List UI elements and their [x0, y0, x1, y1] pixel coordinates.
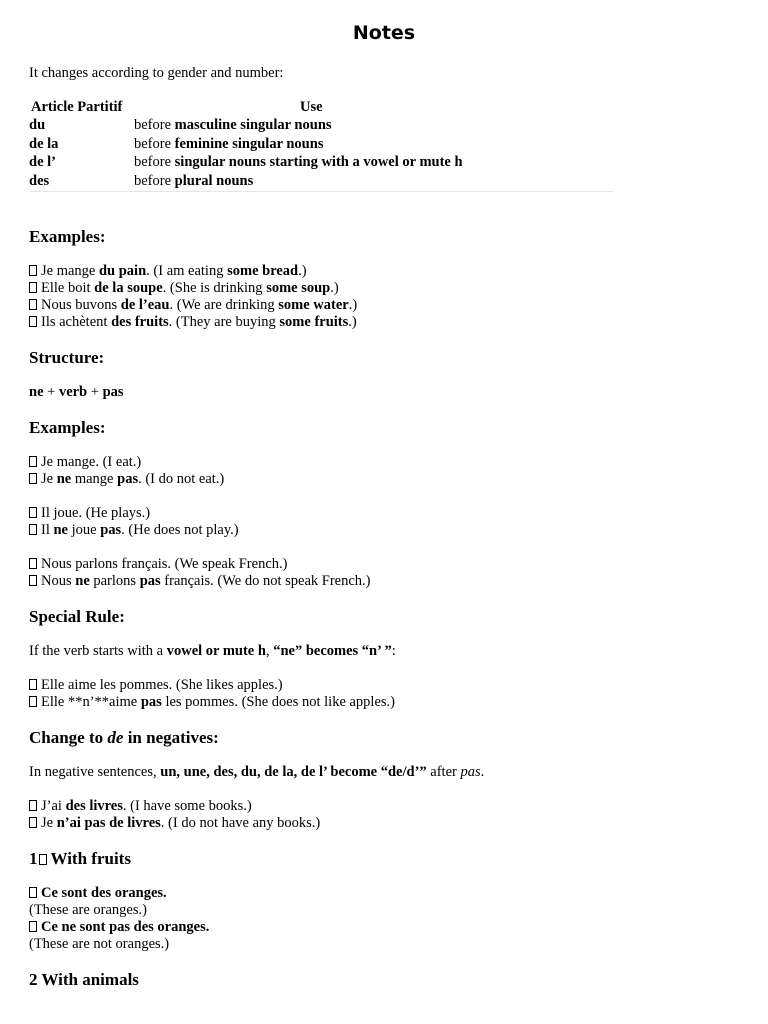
missing-glyph-icon: [39, 854, 47, 865]
table-row: [29, 172, 613, 191]
list-item: Je n’ai pas de livres. (I do not have any books.): [29, 815, 320, 832]
list-item: Je ne mange pas. (I do not eat.): [29, 471, 224, 488]
use-bold: plural nouns: [174, 172, 254, 189]
special-rule-text: If the verb starts with a vowel or mute h, “ne” becomes “n’ ”:: [29, 643, 396, 659]
change-heading: Change to de in negatives:: [29, 728, 219, 747]
change-rule-text: In negative sentences, un, une, des, du, de la, de l’ become “de/d’” after pas.: [29, 764, 485, 780]
list-item: Nous buvons de l’eau. (We are drinking some water.): [29, 297, 357, 314]
missing-glyph-icon: [29, 817, 37, 828]
list-item: Elle aime les pommes. (She likes apples.): [29, 677, 283, 694]
missing-glyph-icon: [29, 524, 37, 535]
missing-glyph-icon: [29, 696, 37, 707]
list-item: Il joue. (He plays.): [29, 505, 150, 522]
missing-glyph-icon: [29, 575, 37, 586]
table-row: [29, 117, 613, 136]
missing-glyph-icon: [29, 887, 37, 898]
list-item: Je mange. (I eat.): [29, 454, 141, 471]
table-cell-article: des: [29, 172, 50, 189]
list-item: Nous parlons français. (We speak French.): [29, 556, 287, 573]
table-cell-use: [134, 135, 613, 154]
list-item: Elle boit de la soupe. (She is drinking some soup.): [29, 280, 339, 297]
table-row: [29, 135, 613, 154]
list-item: Nous ne parlons pas français. (We do not speak French.): [29, 573, 370, 590]
use-bold: feminine singular nouns: [174, 135, 324, 152]
list-item: J’ai des livres. (I have some books.): [29, 798, 252, 815]
structure-heading: Structure:: [29, 348, 105, 367]
table-cell-use: [134, 117, 613, 136]
table-row: [29, 154, 613, 173]
translation-text: (These are oranges.): [29, 902, 147, 918]
table-header-article: Article Partitif: [31, 98, 123, 115]
examples-heading: Examples:: [29, 418, 106, 437]
missing-glyph-icon: [29, 316, 37, 327]
structure-formula: ne + verb + pas: [29, 384, 124, 400]
missing-glyph-icon: [29, 299, 37, 310]
use-prefix: before: [134, 172, 175, 189]
use-prefix: before: [134, 135, 175, 152]
animals-heading: 2 With animals: [29, 970, 139, 989]
list-item: Ils achètent des fruits. (They are buying some fruits.): [29, 314, 357, 331]
missing-glyph-icon: [29, 456, 37, 467]
translation-text: (These are not oranges.): [29, 936, 170, 952]
list-item: Il ne joue pas. (He does not play.): [29, 522, 239, 539]
missing-glyph-icon: [29, 921, 37, 932]
table-bottom-rule: [29, 191, 613, 192]
fruits-heading: 1 With fruits: [29, 849, 131, 868]
use-bold: singular nouns starting with a vowel or mute h: [174, 154, 463, 171]
use-prefix: before: [134, 117, 175, 134]
article-table: [29, 98, 613, 191]
missing-glyph-icon: [29, 558, 37, 569]
intro-text: It changes according to gender and number:: [29, 65, 284, 81]
table-header-row: [29, 98, 613, 117]
use-prefix: before: [134, 154, 175, 171]
missing-glyph-icon: [29, 473, 37, 484]
missing-glyph-icon: [29, 507, 37, 518]
table-cell-use: [134, 172, 613, 191]
missing-glyph-icon: [29, 679, 37, 690]
list-item: Je mange du pain. (I am eating some bread.): [29, 263, 307, 280]
special-rule-heading: Special Rule:: [29, 607, 125, 626]
table-cell-article: de l’: [29, 154, 56, 171]
missing-glyph-icon: [29, 800, 37, 811]
table-header-use: Use: [300, 98, 323, 115]
table-cell-use: [134, 154, 613, 173]
table-cell-article: du: [29, 117, 46, 134]
use-bold: masculine singular nouns: [174, 117, 332, 134]
list-item: Elle **n’**aime pas les pommes. (She does not like apples.): [29, 694, 395, 711]
examples-heading: Examples:: [29, 227, 106, 246]
missing-glyph-icon: [29, 265, 37, 276]
table-cell-article: de la: [29, 135, 59, 152]
list-item: Ce ne sont pas des oranges.: [29, 919, 209, 936]
page-title: Notes: [352, 22, 416, 44]
list-item: Ce sont des oranges.: [29, 885, 167, 902]
missing-glyph-icon: [29, 282, 37, 293]
